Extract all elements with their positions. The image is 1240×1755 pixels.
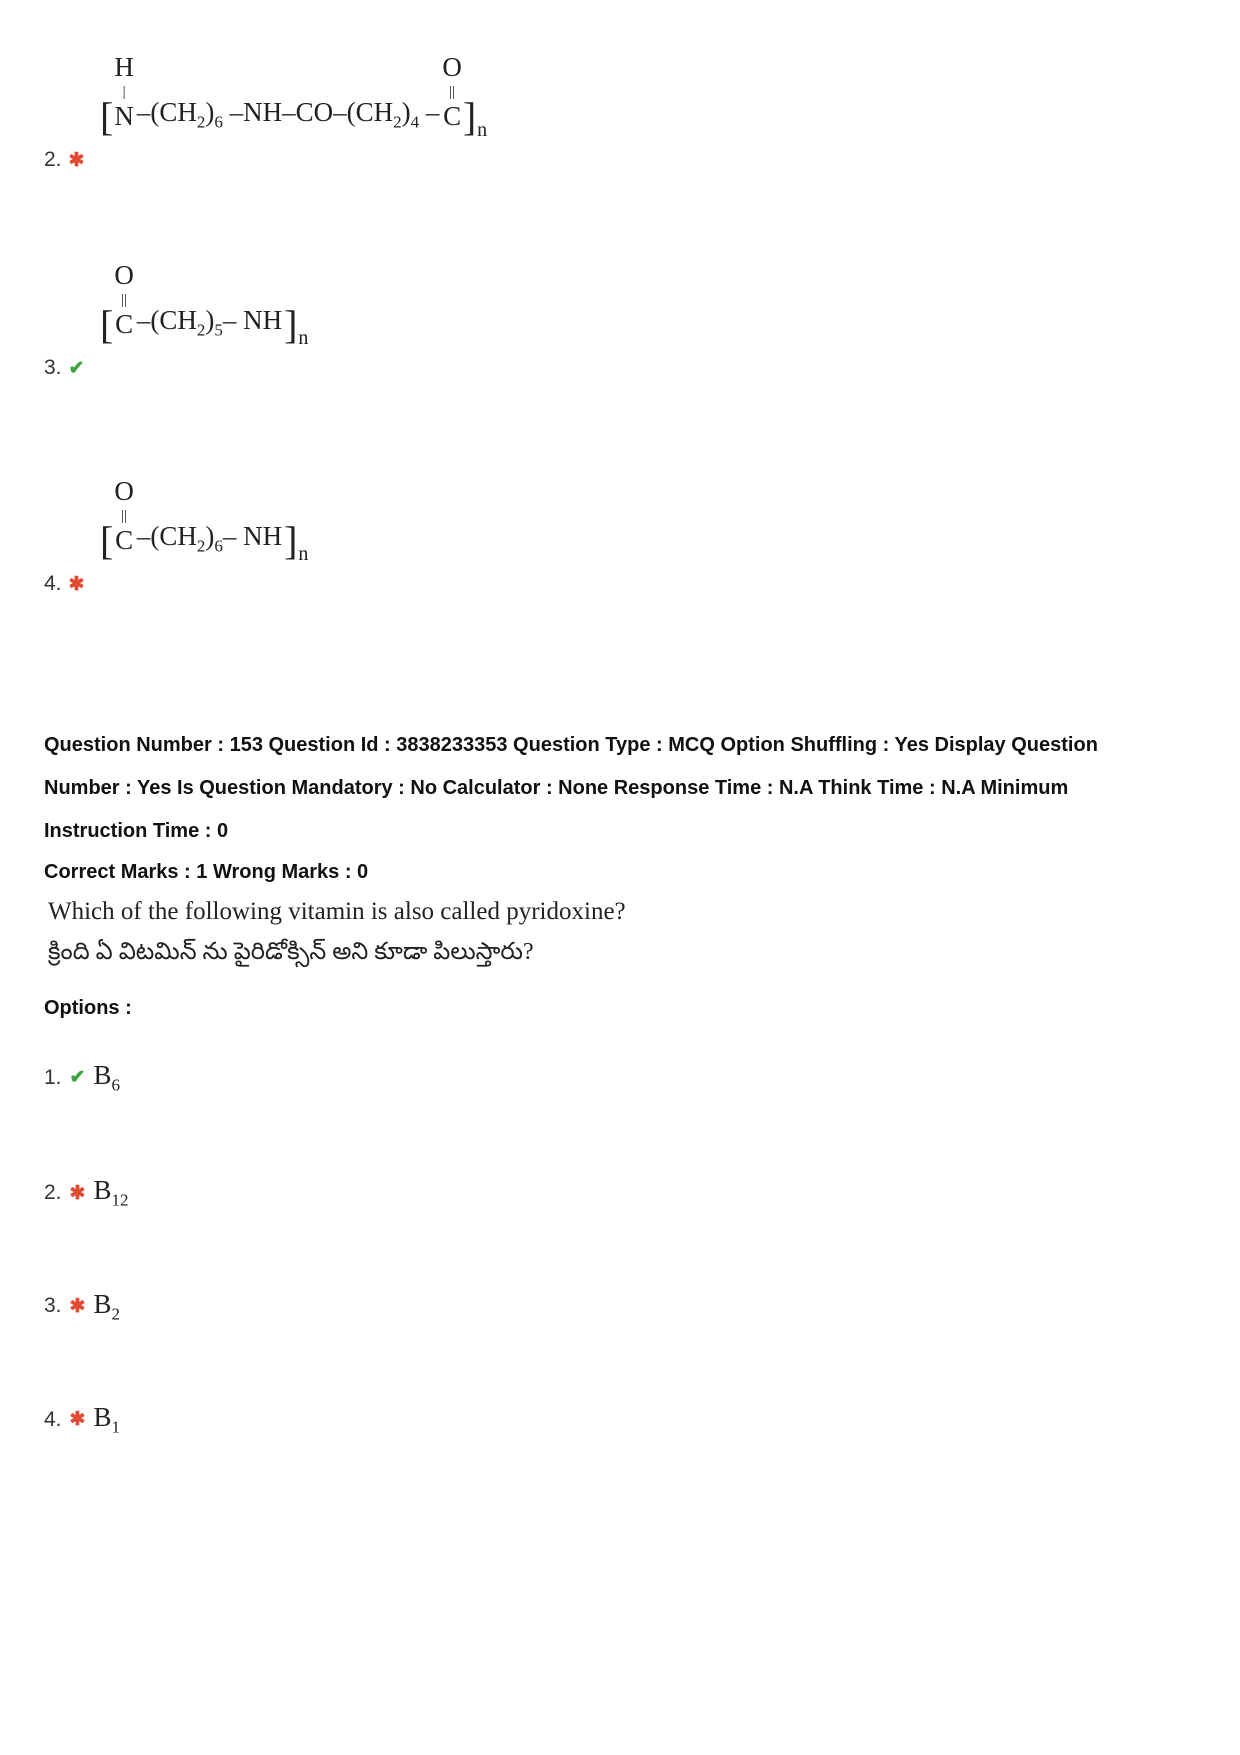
vitamin-option-4 [44,1402,1194,1437]
open-bracket: [ [100,518,114,563]
correct-check-icon: ✔ [69,1067,86,1089]
previous-question-options-section [44,48,1194,596]
wrong-cross-icon: ✱ [69,1295,86,1317]
open-bracket: [ [100,302,114,347]
polymer-structure-option-3 [96,256,312,349]
wrong-cross-icon: ✱ [69,1182,86,1204]
c-o-atom-stack [442,54,462,130]
wrong-cross-icon: ✱ [69,1409,86,1431]
single-bond: | [122,84,126,100]
option-label: $B_{12}$ [93,1175,129,1210]
vitamin-option-3 [44,1289,1194,1324]
option-3-number-line [44,356,1194,380]
structure-option-3 [44,256,1194,380]
vitamin-option-2 [44,1175,1194,1210]
open-bracket: [ [100,94,114,139]
structure-option-4 [44,472,1194,596]
options-label: Options : [44,997,132,1019]
carbon-atom: C [115,525,134,555]
carbon-atom: C [443,101,462,131]
option-label: $B_2$ [93,1288,120,1324]
option-number: 3. [44,1294,62,1318]
oxygen-atom: O [442,52,462,82]
double-bond: || [449,84,456,100]
n-h-atom-stack [114,54,134,130]
double-bond: || [121,292,128,308]
chain-formula: $-(CH_2)_5-$ NH [136,304,283,339]
polymer-structure-option-2 [96,48,491,141]
option-number: 4. [44,1407,62,1431]
close-bracket: ] [284,302,298,347]
repeat-subscript-n: n [298,327,309,349]
double-bond: || [121,508,128,524]
question-text-english: Which of the following vitamin is also called pyridoxine? [48,898,626,925]
option-number: 1. [44,1065,62,1089]
option-label: $B_1$ [93,1402,120,1437]
correct-check-icon: ✔ [68,357,85,379]
question-metadata: Question Number : 153 Question Id : 3838233353 Question Type : MCQ Option Shuffling : Yes Display Question Number : Yes Is Question Mandatory : No Calculator : None Response Time : N.A Think Time : N.A Minimum Instruction Time : 0 [44,734,1098,842]
option-4-number-line [44,572,1194,596]
option-label: $B_6$ [93,1060,120,1095]
option-number: 2. [44,1181,62,1205]
structure-option-2 [44,48,1194,172]
wrong-cross-icon: ✱ [68,573,85,595]
wrong-cross-icon: ✱ [68,149,85,171]
option-number: 3. [44,356,62,379]
c-o-atom-stack [114,262,134,338]
question-text-telugu: క్రింది ఏ విటమిన్ ను పైరిడోక్సిన్ అని కూడా పిలుస్తారు? [48,939,534,965]
close-bracket: ] [462,94,477,139]
option-number: 4. [44,572,62,595]
oxygen-atom: O [114,476,134,506]
marks-line: Correct Marks : 1 Wrong Marks : 0 [44,861,369,883]
question-153-section [44,724,1194,1438]
close-bracket: ] [284,518,298,563]
polymer-structure-option-4 [96,472,312,565]
carbon-atom: C [115,309,134,339]
option-number: 2. [44,148,62,171]
repeat-subscript-n: n [298,543,309,565]
option-2-number-line [44,148,1194,172]
chain-formula: $-(CH_2)_6$ $-NH-CO-(CH_2)_4$ – [136,96,440,131]
c-o-atom-stack [114,478,134,554]
oxygen-atom: O [114,260,134,290]
repeat-subscript-n: n [477,119,488,141]
chain-formula: $-(CH_2)_6-$ NH [136,520,283,555]
vitamin-option-1 [44,1060,1194,1095]
nitrogen-atom: N [114,101,134,131]
hydrogen-atom: H [114,52,134,82]
